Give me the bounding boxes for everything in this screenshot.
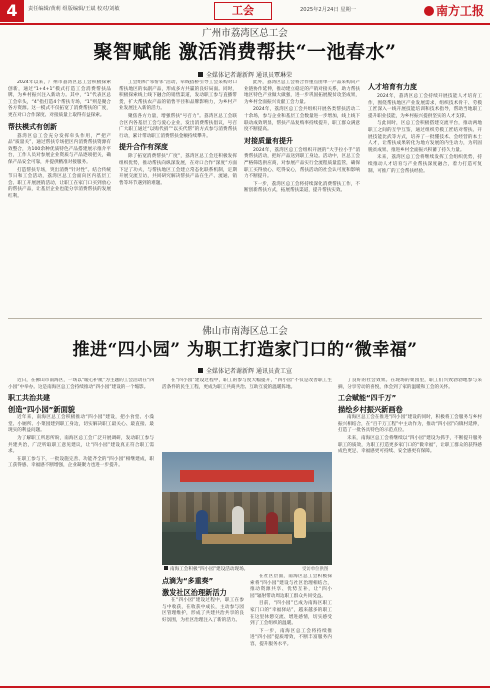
article1-column-1 <box>8 80 111 313</box>
photo-person <box>294 508 306 538</box>
photo-credit: 受访单位供图 <box>302 567 329 572</box>
body-paragraph: 近日，在佛山市南海区，一场以“暖心护航”为主题的工会活动在“四小园”中举办。这是南海区总工会持续推动“四小园”建设的一个缩影。 <box>8 378 154 390</box>
photo-table <box>202 534 292 544</box>
article2-byline <box>0 366 490 375</box>
body-paragraph: 与此同时，区总工会积极搭建交流平台，推动两地职工之间的互学互鉴，通过组织劳模工匠结对帮扶、开展技能比武等方式，培养了一批懂技术、会经营的本土人才，让帮扶成果转化为地方发展的内生动力，为巩固脱贫成果、推进乡村全面振兴积蓄了持久力量。 <box>368 121 482 153</box>
page-number: 4 <box>0 0 24 22</box>
body-paragraph: 下一步，南海区总工会将持续推进“四小园”提质增效，不断丰富服务内容，提升服务水平。 <box>250 628 332 647</box>
page-bottom-rule <box>0 686 490 688</box>
body-paragraph: 在社区层面，南海区总工会积极探索将“四小园”建设与社区治理相结合，推动资源共享、优势互补，让“四小园”辐射带动周边职工群众共同受益。 <box>250 574 332 599</box>
body-paragraph: 未来，荔湾区总工会将继续发挥工会组织优势，持续推动人才培育与产业帮扶深度融合，着力打造可复制、可推广的工会帮扶经验。 <box>368 155 482 174</box>
body-paragraph: 2024年，荔湾区总工会组织开展的“大手拉小手”消费帮扶活动，把好产品送到职工身边。活动中，区总工会严格筛选供应商，对参展产品实行全流程质量监管，确保职工买得放心、吃得安心，帮扶活动的社会认可度和影响力不断提升。 <box>244 147 360 180</box>
article1-kicker: 广州市荔湾区总工会 <box>202 28 288 39</box>
article2-column-2-top <box>162 378 332 450</box>
caption-square-icon <box>164 566 168 570</box>
staff-credits: 责任编辑/黄莉 组版编辑/王斌 校对/刘敏 <box>28 6 120 12</box>
body-paragraph: 聚焦各方力量，增强帮扶“号召力”。荔湾区总工会联合区内各基层工会与爱心企业，发出消费帮扶倡议，号召广大职工通过“以购代捐”“以买代帮”的方式参与消费帮扶行动，累计带动职工消费帮扶金额持续攀升。 <box>119 113 237 139</box>
article1-column-4 <box>368 80 482 313</box>
article2-column-4 <box>338 378 482 682</box>
article-divider <box>8 318 482 319</box>
article1-headline: 聚智赋能 激活消费帮扶“一池春水” <box>93 41 397 63</box>
byline-square-icon <box>198 368 203 373</box>
section-subhead: 人才培育有力度 <box>368 83 417 91</box>
article2-kicker: 佛山市南海区总工会 <box>202 326 288 337</box>
section-subhead: 激发社区治理新活力 <box>162 588 227 597</box>
body-paragraph: 荔湾区总工会充分发挥牵头作用，严把产品“质量关”，通过帮扶专场把区内消费帮扶资源有效整合，为100余种优质特色产品搭建展示推介平台，工作人员对参展企业资质与产品逐项把关，确保产品安全可靠，并提供精准对接服务。 <box>8 133 111 165</box>
body-paragraph: 为了解职工所思所盼，南海区总工会广泛开展调研，发动职工参与共建共治，广泛听取职工意见建议，让“四小园”建设真正符合职工需求。 <box>8 435 154 455</box>
section-subhead: 工会赋能“四千万” <box>338 394 397 403</box>
photo-shelves <box>162 492 332 522</box>
section-subhead: 帮扶模式有创新 <box>8 122 57 131</box>
article2-byline-text: 全媒体记者谢新辉 通讯员黄工宣 <box>206 368 292 375</box>
body-paragraph: 未来，南海区总工会将继续以“四小园”建设为抓手，不断提升服务职工的质效，为职工打造更多家门口的“微幸福”，让职工群众的获得感成色更足、幸福感更可持续、安全感更有保障。 <box>338 435 482 455</box>
section-subhead: 点滴为“多重奏” <box>162 577 214 585</box>
body-paragraph: 近年来，南海区总工会积极推动“四小园”建设，把小食堂、小澡堂、小厕所、小菜园建到职工身边，切实解决职工最关心、最直接、最现实的利益问题。 <box>8 415 154 434</box>
logo-text: 南方工报 <box>436 4 485 18</box>
photo-caption-text: 南海工会积极“四小园”建设活动现场。 <box>170 567 249 572</box>
body-paragraph: 目前，“四小园”已成为南海区职工家门口的“幸福驿站”，越来越多的职工在这里休憩交流、增进感情，切实感受到了工会组织的温暖。 <box>250 601 332 627</box>
article2-column-2 <box>162 574 244 682</box>
article2-column-3 <box>250 574 332 682</box>
body-paragraph: 2024年，荔湾区总工会共组织开展各类帮扶活动二十余场，参与企业和基层工会数量进一步增加，线上线下联动成效明显，帮扶产品复购率持续提升，职工群众满意度不断提高。 <box>244 107 360 133</box>
body-paragraph: 南海区总工会在推进“四小园”建设的同时，积极将工会服务与乡村振兴相结合，在“百千万工程”中主动作为，推动“四小园”向镇村延伸，打造了一批各具特色的示范点位。 <box>338 415 482 434</box>
article2-column-1 <box>8 378 154 682</box>
masthead <box>0 0 490 22</box>
news-photo <box>162 452 332 565</box>
article2-headline: 推进“四小园” 为职工打造家门口的“微幸福” <box>72 340 418 360</box>
body-paragraph: 了良好的社会效果。在现场的菜园里，职工们兴致勃勃地参与采摘，分享劳动的喜悦，体会到了家的温暖和工会的关怀。 <box>338 378 482 390</box>
article1-column-3 <box>244 80 360 313</box>
body-paragraph: 下一步，荔湾区总工会将持续深化消费帮扶工作，不断创新帮扶方式，拓展帮扶渠道，提升帮扶实效。 <box>244 181 360 194</box>
photo-banner <box>180 470 314 482</box>
body-paragraph: 在“四小园”建设过程中，职工在参与中收获，在收获中成长，主动参与园区管理维护，形成了共建共治共享的良好氛围，为社区治理注入了新的活力。 <box>162 598 244 623</box>
section-subhead: 创造“四小园”新面貌 <box>8 405 75 415</box>
body-paragraph: 此外，荔湾区总工会将合作重点由单一产品采购向产业链协作延伸，推动建立稳定的产销对接关系，助力帮扶地区特色产业做大做强，进一步巩固拓展脱贫攻坚成果，为乡村全面振兴贡献工会力量。 <box>244 80 360 105</box>
section-label: 工会 <box>214 2 272 20</box>
body-paragraph: 2024年，荔湾区总工会持续开展技能人才培育工作，围绕帮扶地区产业发展需求，组织技术骨干、劳模工匠深入一线开展技能培训和技术指导，帮助当地职工提升职业技能，为乡村振兴提供坚实的人才支撑。 <box>368 94 482 119</box>
section-subhead: 对接质量有提升 <box>244 136 293 145</box>
article1-column-2 <box>119 80 237 313</box>
body-paragraph: 在职工参与下，一批设施完善、功能齐全的“四小园”相继建成，职工获得感、幸福感不断增强，企业凝聚力也进一步提升。 <box>8 456 154 469</box>
byline-square-icon <box>198 72 203 77</box>
body-paragraph: 除了拓宽消费帮扶“广度”，荔湾区总工会还积极发挥组织优势，推动帮扶向纵深发展，在对口合作“深度”方面下足了功夫，与帮扶地区工会建立常态化联系机制，定期开展交流互访，共同研究解决帮扶产品在生产、流通、销售等环节遇到的难题。 <box>119 154 237 186</box>
body-paragraph: 在“四小园”建设过程中，职工的参与度大幅提升，“四小园”不仅是改善职工生活条件的民生工程，更成为职工共商共治、互助互爱的温暖阵地。 <box>162 378 332 390</box>
body-paragraph: 工会组织“邻帮邻”活动，牵线搭桥引导工会采购对口帮扶地区的农副产品，形成多方共赢的良好局面。同时，积极探索线上线下融合的销售渠道，发动职工参与直播带货，扩大帮扶农产品的销售半径和品牌影响力，为乡村产业发展注入新的活力。 <box>119 80 237 112</box>
section-subhead: 职工共治共建 <box>8 394 50 403</box>
newspaper-logo <box>424 1 488 21</box>
body-paragraph: 打造帮扶专场，突出消费“针对性”。结合传统节日和工会活动，荔湾区总工会面向区内基层工会、职工开展展销活动，让职工在家门口买到放心的帮扶产品，让基层企业也能分享消费帮扶的发展红利。 <box>8 167 111 199</box>
photo-person <box>232 506 244 536</box>
masthead-rule <box>0 23 490 25</box>
body-paragraph: 2024年以来，广州市荔湾区总工会积极探索创新，通过“1+4+1”模式打造工会消费帮扶品牌，为乡村振兴注入新动力。其中，“1”代表区总工会牵头，“4”指打造4个帮扶专场，“1”则是聚合各方资源。这一模式不仅拓宽了消费帮扶的广度，更在对口合作深度、对接质量上取得有益探索。 <box>8 80 111 118</box>
section-subhead: 提升合作有深度 <box>119 143 168 152</box>
article1-byline <box>0 70 490 79</box>
article1-byline-text: 全媒体记者谢新辉 通讯员覃琳荣 <box>206 72 292 79</box>
section-subhead: 描绘乡村振兴新画卷 <box>338 405 403 415</box>
issue-date: 2025年2月24日 星期一 <box>300 7 356 13</box>
logo-mark-icon <box>424 6 434 16</box>
